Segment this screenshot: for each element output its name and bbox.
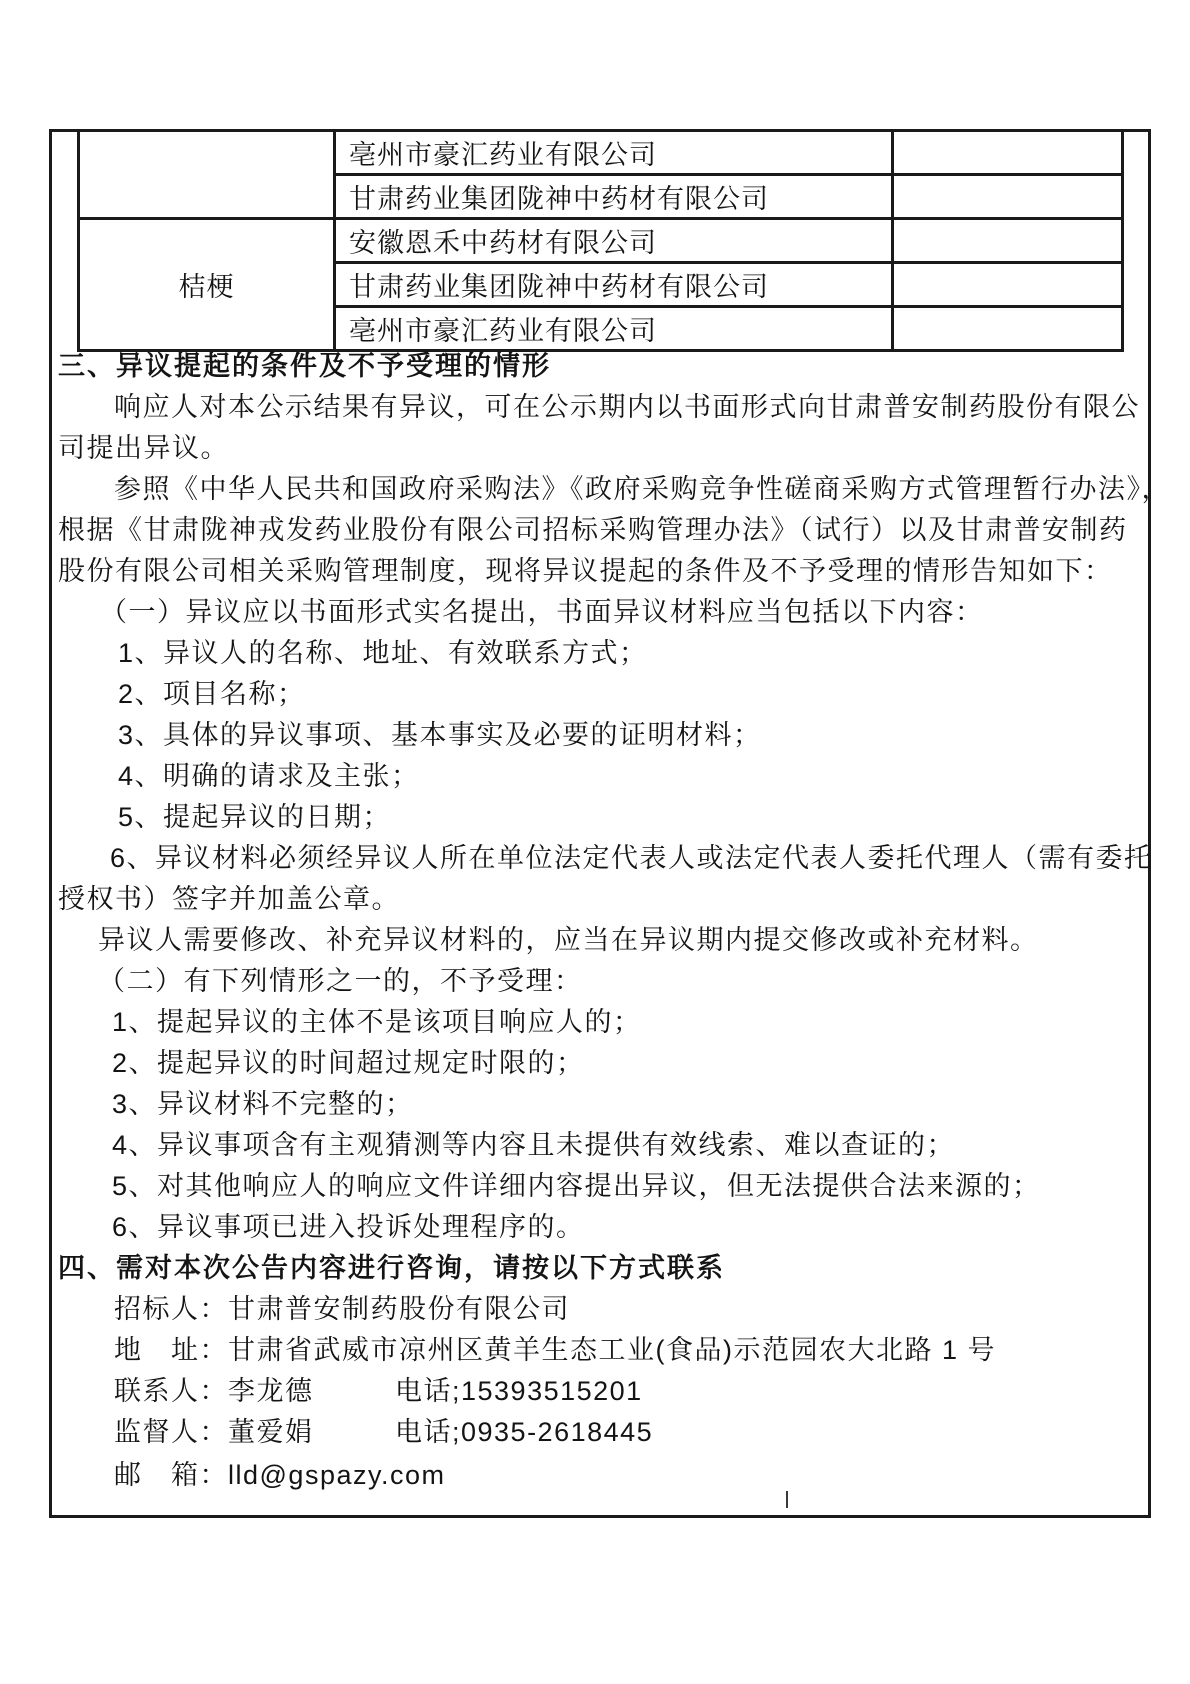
list-item: 4、异议事项含有主观猜测等内容且未提供有效线索、难以查证的； (112, 1130, 956, 1160)
section4-heading: 四、需对本次公告内容进行咨询，请按以下方式联系 (58, 1253, 725, 1283)
stray-scan-mark (786, 1491, 788, 1508)
company-cell: 安徽恩禾中药材有限公司 (335, 219, 893, 263)
contact-person-label: 联系人：李龙德 (114, 1376, 314, 1406)
shortlist-table (77, 129, 1124, 352)
body-line: 根据《甘肃陇神戎发药业股份有限公司招标采购管理办法》（试行）以及甘肃普安制药 (58, 515, 1128, 545)
supervisor-line (114, 1416, 654, 1449)
table-row (79, 131, 1123, 175)
table-row (79, 219, 1123, 263)
body-line: （一）异议应以书面形式实名提出，书面异议材料应当包括以下内容： (100, 597, 984, 627)
herb-cell (79, 131, 335, 219)
body-line: 司提出异议。 (58, 433, 229, 463)
supervisor-phone: 电话;0935-2618445 (395, 1417, 654, 1447)
company-cell: 亳州市豪汇药业有限公司 (335, 131, 893, 175)
result-cell (893, 263, 1123, 307)
list-item: 6、异议材料必须经异议人所在单位法定代表人或法定代表人委托代理人（需有委托 (110, 843, 1153, 873)
body-line: 授权书）签字并加盖公章。 (58, 884, 400, 914)
contact-phone: 电话;15393515201 (395, 1376, 643, 1406)
body-line: 异议人需要修改、补充异议材料的，应当在异议期内提交修改或补充材料。 (98, 925, 1039, 955)
herb-cell: 桔梗 (79, 219, 335, 351)
list-item: 6、异议事项已进入投诉处理程序的。 (112, 1212, 585, 1242)
body-line: 参照《中华人民共和国政府采购法》《政府采购竞争性磋商采购方式管理暂行办法》， (114, 474, 1170, 504)
company-cell: 亳州市豪汇药业有限公司 (335, 307, 893, 351)
company-cell: 甘肃药业集团陇神中药材有限公司 (335, 263, 893, 307)
list-item: 5、对其他响应人的响应文件详细内容提出异议，但无法提供合法来源的； (112, 1171, 1041, 1201)
list-item: 3、异议材料不完整的； (112, 1089, 414, 1119)
email-line: 邮 箱：lld@gspazy.com (114, 1460, 446, 1490)
list-item: 5、提起异议的日期； (118, 802, 392, 832)
result-cell (893, 131, 1123, 175)
supervisor-label: 监督人：董爱娟 (114, 1417, 314, 1447)
list-item: 4、明确的请求及主张； (118, 761, 420, 791)
body-line: 响应人对本公示结果有异议，可在公示期内以书面形式向甘肃普安制药股份有限公 (114, 392, 1140, 422)
body-line: （二）有下列情形之一的，不予受理： (98, 966, 583, 996)
company-cell: 甘肃药业集团陇神中药材有限公司 (335, 175, 893, 219)
result-cell (893, 307, 1123, 351)
list-item: 2、提起异议的时间超过规定时限的； (112, 1048, 585, 1078)
list-item: 3、具体的异议事项、基本事实及必要的证明材料； (118, 720, 762, 750)
list-item: 1、异议人的名称、地址、有效联系方式； (118, 638, 648, 668)
address-line: 地 址：甘肃省武威市凉州区黄羊生态工业(食品)示范园农大北路 1 号 (114, 1335, 997, 1365)
body-line: 股份有限公司相关采购管理制度，现将异议提起的条件及不予受理的情形告知如下： (58, 556, 1113, 586)
contact-person-line (114, 1375, 643, 1408)
list-item: 2、项目名称； (118, 679, 306, 709)
result-cell (893, 219, 1123, 263)
result-cell (893, 175, 1123, 219)
bidder-line: 招标人：甘肃普安制药股份有限公司 (114, 1294, 570, 1324)
list-item: 1、提起异议的主体不是该项目响应人的； (112, 1007, 642, 1037)
section3-heading: 三、异议提起的条件及不予受理的情形 (58, 351, 551, 381)
